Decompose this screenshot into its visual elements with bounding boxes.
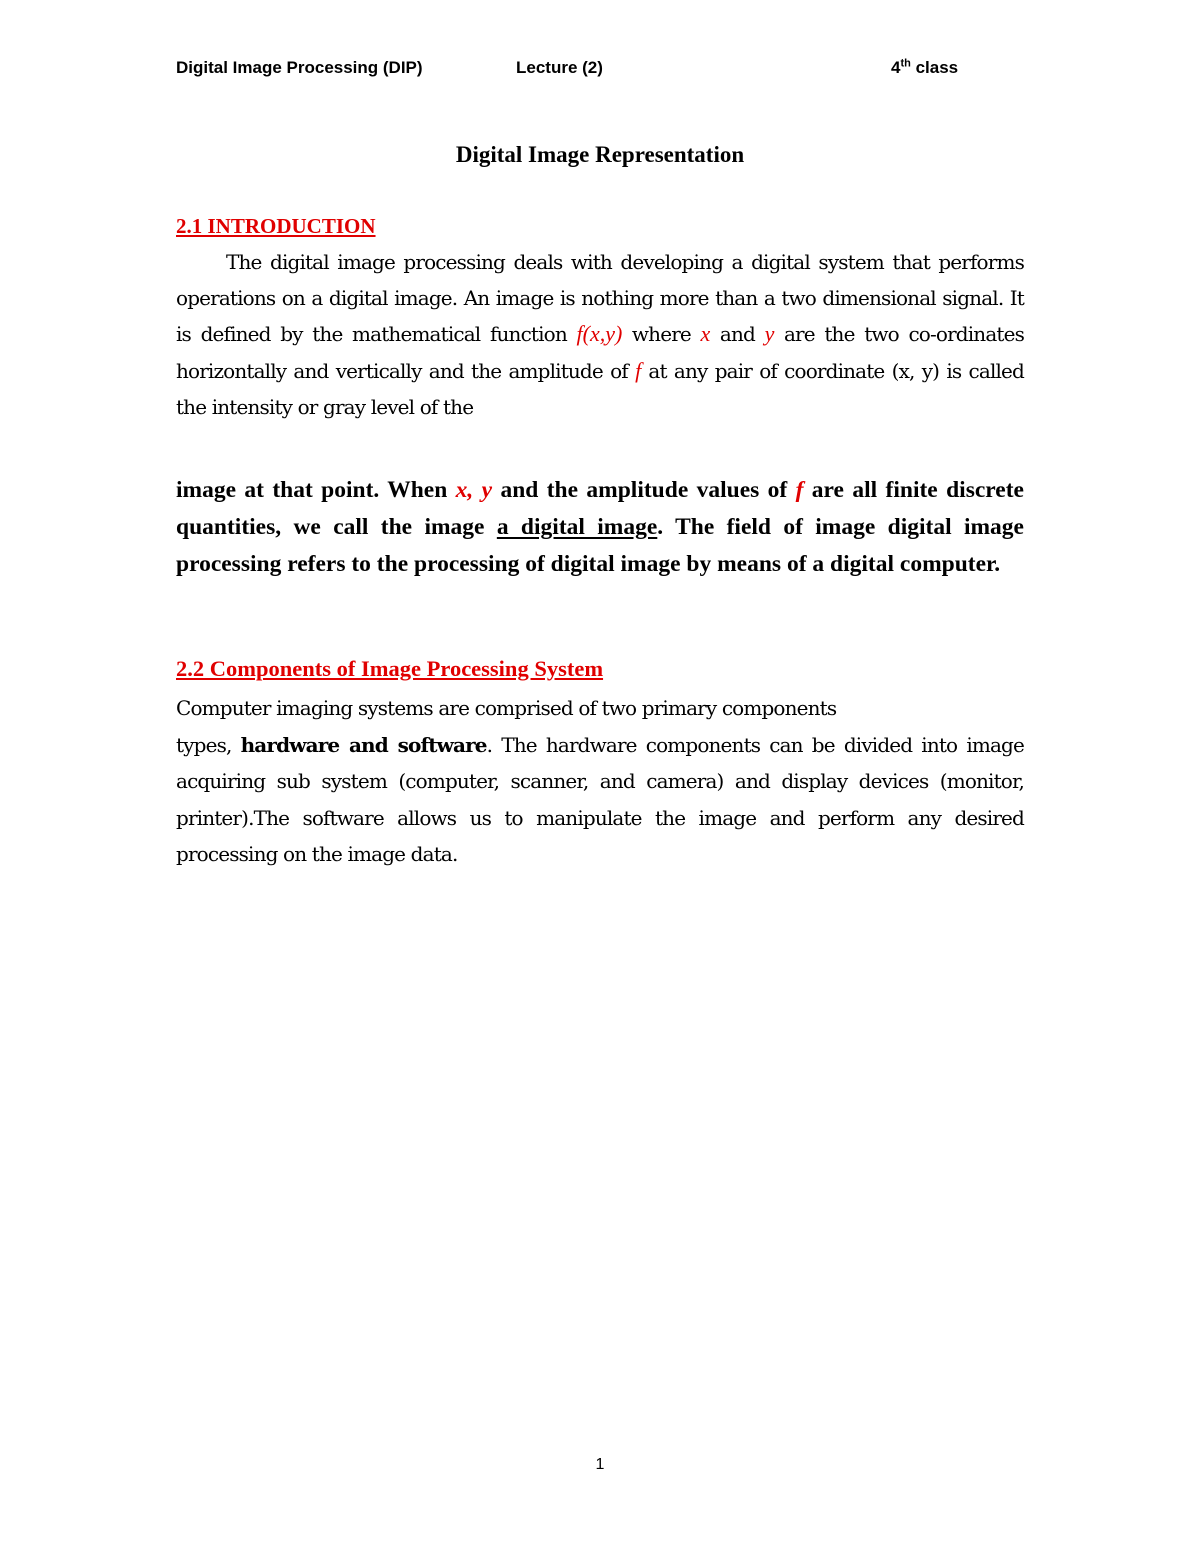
page-title: Digital Image Representation — [455, 142, 745, 167]
intro-text-4: are the two co-ordinates horizontally and vertically and the amplitude of — [176, 322, 1024, 383]
introduction-paragraph — [176, 244, 1024, 425]
digital-image-definition-paragraph — [176, 472, 1024, 583]
variable-x: x — [700, 321, 711, 347]
intro-text-2: where — [622, 322, 701, 347]
header-class-level — [891, 58, 958, 78]
page-header — [0, 56, 1200, 86]
bold-text-2: and the amplitude values of — [492, 477, 796, 503]
components-paragraph — [176, 690, 1024, 873]
page-number: 1 — [595, 1456, 605, 1473]
components-text-2: . The hardware components can be divided into image acquiring sub system (computer, scanner, and camera) and display devices (monitor, printer).The software allows us to manipulate the image and perform any desired processing on the image data. — [176, 732, 1024, 866]
section-heading-introduction: 2.1 INTRODUCTION — [176, 214, 376, 238]
variable-y: y — [764, 321, 775, 347]
header-class-number: 4 — [891, 58, 901, 77]
hardware-software-term: hardware and software — [240, 732, 487, 757]
header-class-suffix: th — [900, 57, 911, 70]
components-text-1: types, — [176, 732, 241, 757]
bold-text-3: are all finite discrete quantities, we call the image — [176, 477, 1024, 540]
bold-variable-f: f — [795, 477, 804, 503]
section-heading-components: 2.2 Components of Image Processing System — [176, 656, 604, 681]
bold-text-1: image at that point. When — [176, 477, 456, 503]
header-course-title: Digital Image Processing (DIP) — [176, 58, 423, 77]
intro-text-5: at any pair of coordinate (x, y) is called the intensity or gray level of the — [176, 358, 1025, 419]
intro-text-1: The digital image processing deals with developing a digital system that performs operations on a digital image. An image is nothing more than a two dimensional signal. It is defined by the mathematical function — [176, 250, 1024, 347]
bold-variable-xy: x, y — [455, 477, 493, 503]
variable-f: f — [635, 357, 642, 383]
header-lecture-number: Lecture (2) — [516, 58, 603, 77]
header-class-word: class — [910, 58, 959, 77]
bold-text-4: . The field of image digital image processing refers to the processing of digital image by means of a digital computer. — [176, 514, 1024, 577]
digital-image-term: a digital image — [496, 514, 658, 540]
components-text-line1: Computer imaging systems are comprised of two primary components — [176, 696, 837, 720]
function-fxy: f(x,y) — [576, 321, 623, 347]
intro-text-3: and — [710, 322, 765, 347]
